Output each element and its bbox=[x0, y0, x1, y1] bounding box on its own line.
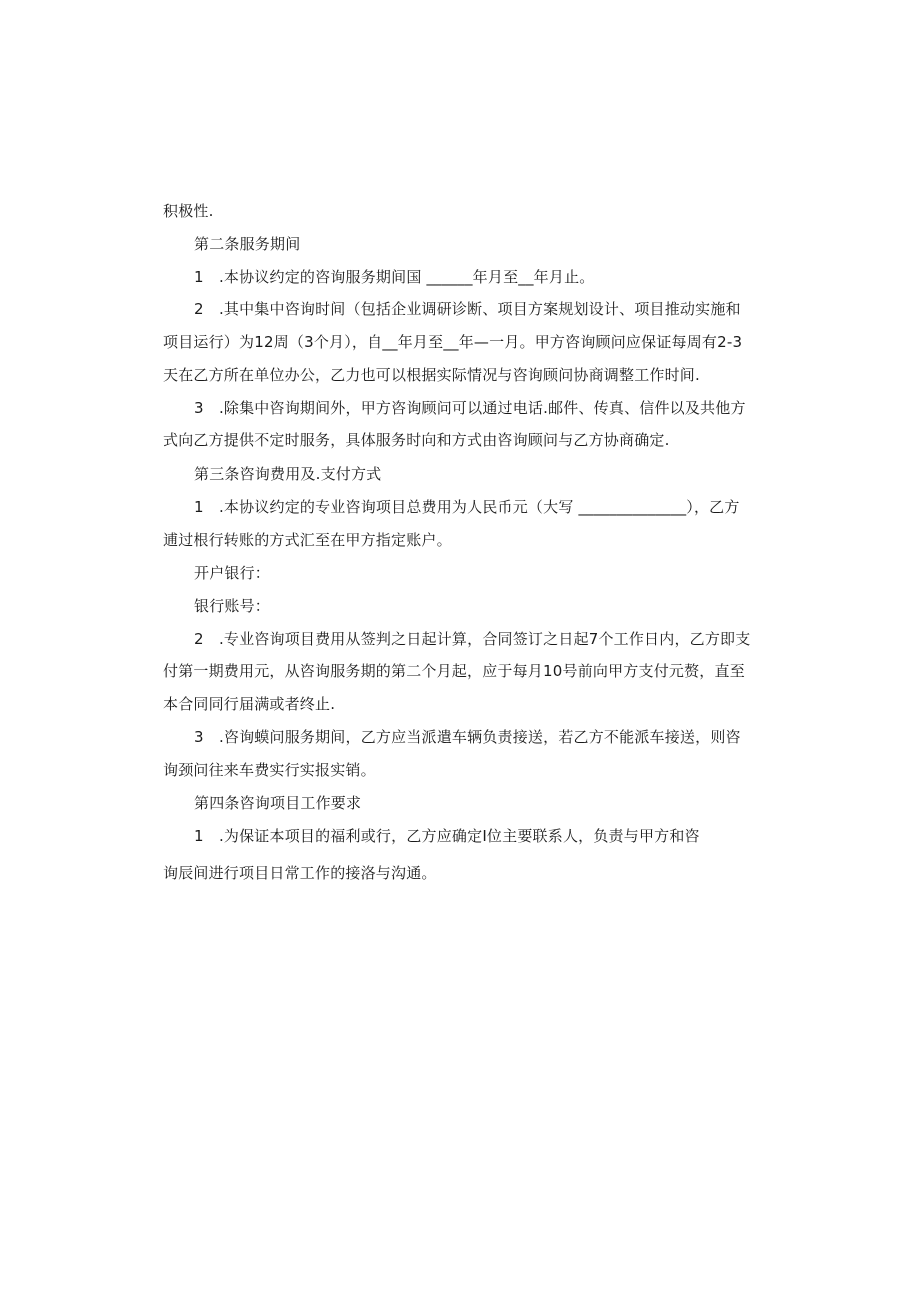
text-line: 天在乙方所在单位办公，乙力也可以根据实际情况与咨询顾问协商调整工作时间. bbox=[163, 366, 700, 384]
text-line: 积极性. bbox=[163, 202, 214, 220]
clause-line: 1 .本协议约定的咨询服务期间国 ______年月至__年月止。 bbox=[194, 268, 595, 286]
text-line: 询颈问往来车费实行实报实销。 bbox=[163, 761, 376, 779]
section-heading: 第三条咨询费用及.支付方式 bbox=[194, 465, 382, 483]
text-line: 付第一期费用元，从咨询服务期的第二个月起，应于每月10号前向甲方支付元赘，直至 bbox=[163, 662, 745, 680]
section-heading: 第四条咨询项目工作要求 bbox=[194, 794, 362, 812]
clause-line: 1 .本协议约定的专业咨询项目总费用为人民币元（大写 ______________），乙方 bbox=[194, 498, 740, 516]
text-line: 本合同同行届满或者终止. bbox=[163, 695, 336, 713]
field-label: 银行账号： bbox=[194, 597, 271, 615]
text-line: 逋过根行转账的方式汇至在甲方指定账户。 bbox=[163, 531, 452, 549]
section-heading: 第二条服务期间 bbox=[194, 235, 301, 253]
clause-line: 2 .其中集中咨询时间（包括企业调研诊断、项目方案规划设计、项目推动实施和 bbox=[194, 300, 741, 318]
clause-line: 2 .专业咨询项目费用从签判之日起计算，合同签订之日起7个工作日内，乙方即支 bbox=[194, 630, 751, 648]
text-line: 式向乙方提供不定时服务，具体服务时向和方式由咨询顾问与乙方协商确定. bbox=[163, 431, 670, 449]
clause-line: 1 .为保证本项目的福利或行，乙方应确定I位主要联系人，负责与甲方和咨 bbox=[194, 827, 700, 845]
clause-line: 3 .咨询蟆问服务期间，乙方应当派遣车辆负责接送，若乙方不能派车接送，则咨 bbox=[194, 728, 741, 746]
text-line: 询辰间进行项目日常工作的接洛与沟通。 bbox=[163, 864, 437, 882]
field-label: 开户银行： bbox=[194, 564, 271, 582]
clause-line: 3 .除集中咨询期间外，甲方咨询顾问可以通过电话.邮件、传真、信件以及共他方 bbox=[194, 399, 746, 417]
text-line: 项目运行）为12周（3个月），自__年月至__年—一月。甲方咨询顾问应保证每周有2-3 bbox=[163, 333, 743, 351]
